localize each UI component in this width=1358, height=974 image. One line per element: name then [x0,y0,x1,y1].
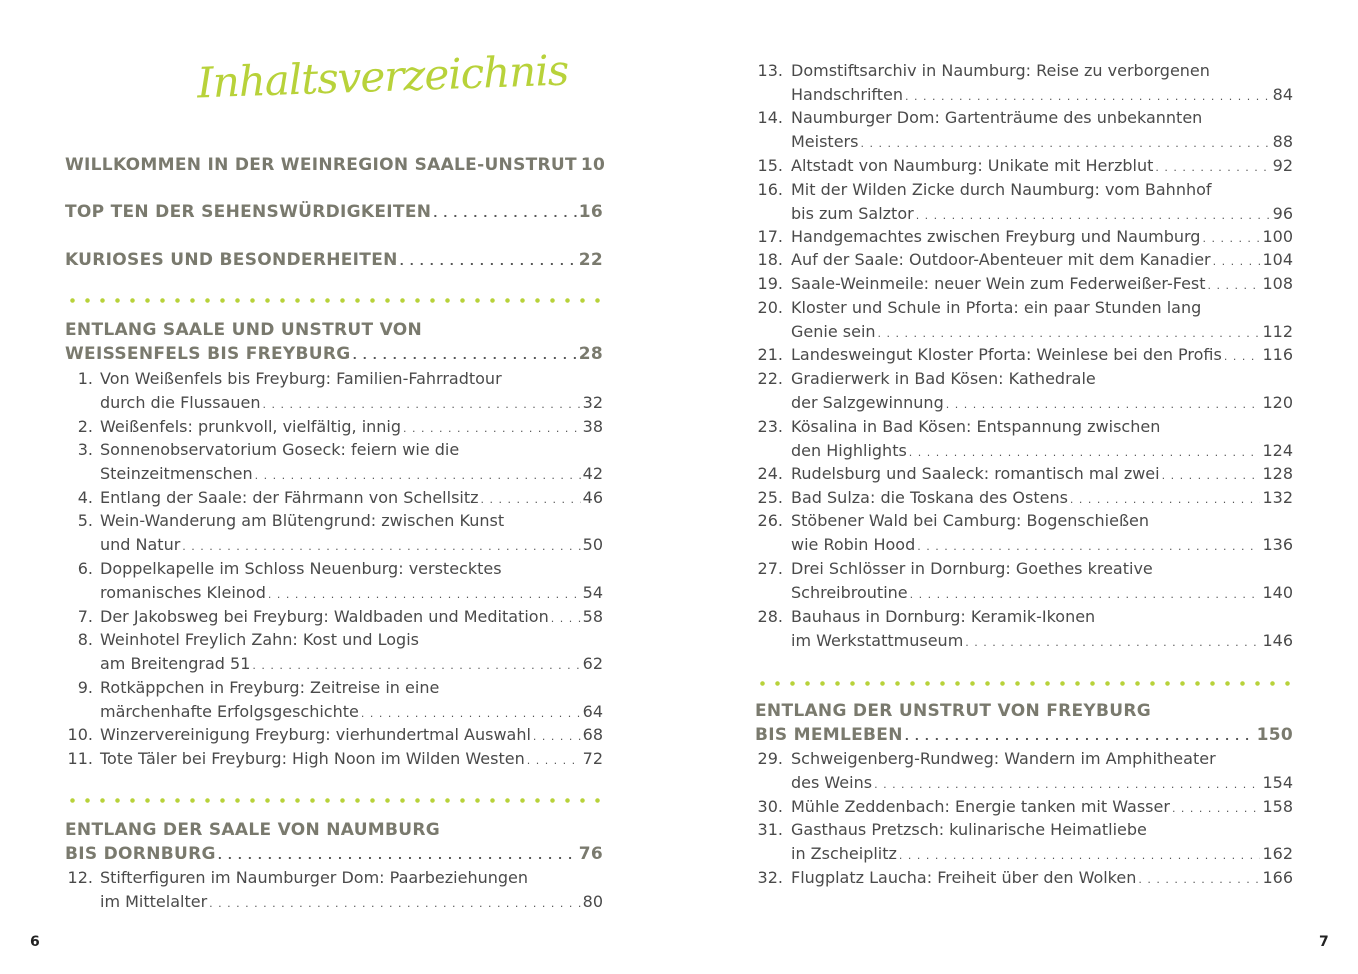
page-number: 7 [1319,934,1329,950]
chapter-heading[interactable]: ENTLANG DER SAALE VON NAUMBURG BIS DORNBURG . . . 76 [65,818,603,866]
dotted-divider [65,298,605,303]
toc-section[interactable]: KURIOSES UND BESONDERHEITEN . . . 22 [65,248,603,272]
left-page: Inhaltsverzeichnis WILLKOMMEN IN DER WEINREGION SAALE-UNSTRUT 10 TOP TEN DER SEHENSWÜRDIGKEITEN . . . 16 KURIOSES UND BESONDERHEITEN . . . 22 ENTLANG SAALE UND UNSTRUT VON WEISSENFELS BIS FREYBURG . . . 28 1. Von Weißenfels bis Freyburg: Familien-Fahrradtour durch die Flussauen . . . 32 2. Weißenfels: prunkvoll, vielfältig, innig . . . 38 3. Sonnenobservatorium Goseck: feiern wie die Steinzeitmenschen . . . 42 4. Entlang der Saale: der Fährmann von Schellsitz . . . 46 5. Wein-Wanderung am Blütengrund: zwischen Kunst und Natur . . . 50 6. Doppelkapelle im Schloss Neuenburg: verstecktes romanisches Kleinod . . . 54 7. Der Jakobsweg bei Freyburg: Waldbaden und Meditation . . . 58 8. Weinhotel Freylich Zahn: Kost und Logis am Breitengrad 51 . . . 62 9. Rotkäppchen in Freyburg: Zeitreise in eine märchenhafte Erfolgsgeschichte . . . 64 10. Winzervereinigung Freyburg: vierhundertmal Auswahl . . . 68 11. Tote Täler bei Freyburg: High Noon im Wilden Westen . . . 72 ENTLANG DER SAALE VON NAUMBURG BIS DORNBURG . . . 76 12. Stifterfiguren im Naumburger Dom: Paarbeziehungen im Mittelalter . . . 80 6 [0,0,679,974]
dotted-divider [65,798,605,803]
chapter-heading[interactable]: ENTLANG DER UNSTRUT VON FREYBURG BIS MEMLEBEN . . . 150 [755,699,1293,747]
dotted-divider [755,681,1295,686]
toc-section[interactable]: TOP TEN DER SEHENSWÜRDIGKEITEN . . . 16 [65,200,603,224]
toc-title: Inhaltsverzeichnis [196,45,570,108]
page-number: 6 [30,934,40,950]
chapter-heading[interactable]: ENTLANG SAALE UND UNSTRUT VON WEISSENFELS BIS FREYBURG . . . 28 [65,318,603,366]
right-page: 13. Domstiftsarchiv in Naumburg: Reise zu verborgenen Handschriften . . . 84 14. Naumburger Dom: Gartenträume des unbekannten Meisters . . . 88 15. Altstadt von Naumburg: Unikate mit Herzblut . . . 92 16. Mit der Wilden Zicke durch Naumburg: vom Bahnhof bis zum Salztor . . . 96 17. Handgemachtes zwischen Freyburg und Naumburg . . . 100 18. Auf der Saale: Outdoor-Abenteuer mit dem Kanadier . . . 104 19. Saale-Weinmeile: neuer Wein zum Federweißer-Fest . . . 108 20. Kloster und Schule in Pforta: ein paar Stunden lang Genie sein . . . 112 21. Landesweingut Kloster Pforta: Weinlese bei den Profis . . . 116 22. Gradierwerk in Bad Kösen: Kathedrale der Salzgewinnung . . . 120 23. Kösalina in Bad Kösen: Entspannung zwischen den Highlights . . . 124 24. Rudelsburg und Saaleck: romantisch mal zwei . . . 128 25. Bad Sulza: die Toskana des Ostens . . . 132 26. Stöbener Wald bei Camburg: Bogenschießen wie Robin Hood . . . 136 27. Drei Schlösser in Dornburg: Goethes kreative Schreibroutine . . . 140 28. Bauhaus in Dornburg: Keramik-Ikonen im Werkstattmuseum . . . 146 ENTLANG DER UNSTRUT VON FREYBURG BIS MEMLEBEN . . . 150 29. Schweigenberg-Rundweg: Wandern im Amphitheater des Weins . . . 154 30. Mühle Zeddenbach: Energie tanken mit Wasser . . . 158 31. Gasthaus Pretzsch: kulinarische Heimatliebe in Zscheiplitz . . . 162 32. Flugplatz Laucha: Freiheit über den Wolken . . . 166 7 [679,0,1358,974]
toc-section[interactable]: WILLKOMMEN IN DER WEINREGION SAALE-UNSTRUT 10 [65,155,606,175]
